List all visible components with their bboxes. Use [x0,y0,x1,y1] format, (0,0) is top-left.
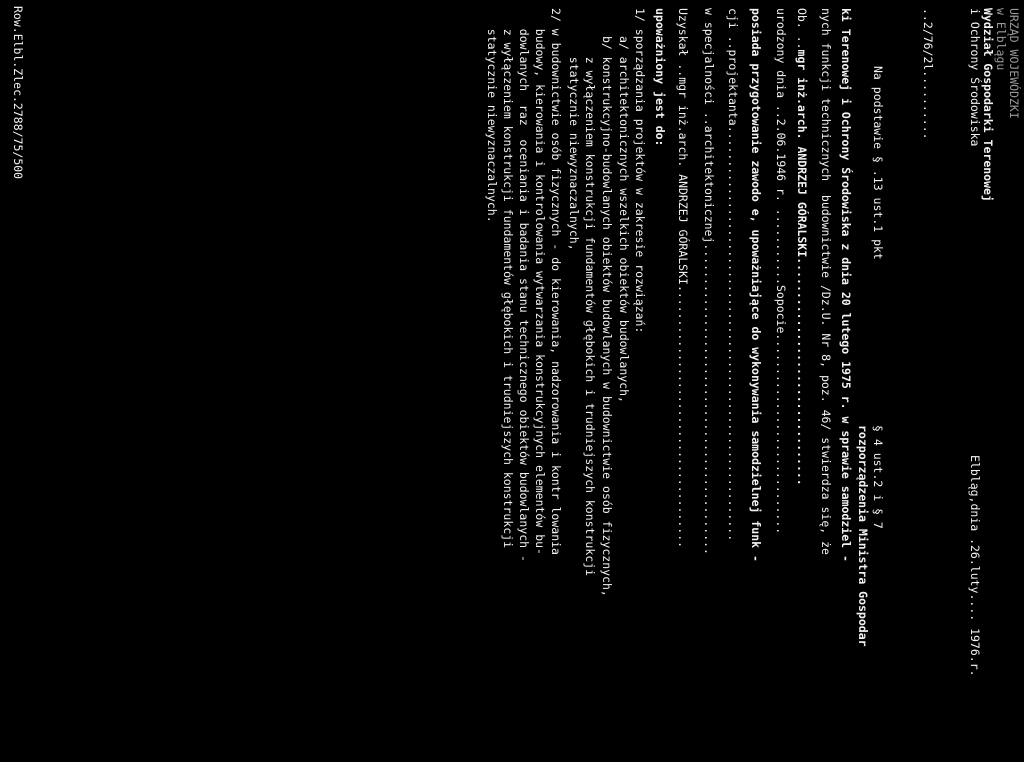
authorized-heading: upoważniony jest do: [653,8,667,147]
item-1b-cont-1: z wyłączeniem konstrukcji fundamentów głębokich i trudniejszych konstrukcji [583,36,597,577]
person-prefix: Ob. .. [795,8,809,50]
office-line-3: Wydział Gospodarki Terenowej [981,8,995,202]
person-name: mgr inż.arch. ANDRZEJ GÓRALSKI................................. [795,49,809,486]
place-date: Elbląg,dnia .26.luty.... 1976.r. [968,455,982,677]
item-1b: b/ konstrukcyjno-budowlanych obiektów budowlanych w budownictwie osób fizycznych, [600,36,614,597]
office-line-1: URZĄD WOJEWÓDZKI [1007,8,1021,119]
item-2-cont-4: statycznie niewyznaczalnych. [485,8,499,223]
print-code: Row.Elbl.Zlec.2788/75/500 [11,6,25,180]
item-2: 2/ w budownictwie osób fizycznych - do kierowania, nadzorowania i kontr lowania [549,8,563,555]
specialty-line: w specjalności ..architektonicznej............................................. [702,8,716,555]
holder-line: Uzyskał ..mgr inż.arch. ANDRZEJ GÓRALSKI...................................... [676,8,690,549]
regulation-title: rozporządzenia Ministra Gospodar [856,425,870,647]
office-line-2: w Elblągu [994,8,1008,71]
office-line-4: i Ochrony Środowiska [968,8,982,147]
item-2-cont-1: budowy, kierowania i kontrolowania wytwarzania konstrukcyjnych elementów bu- [533,8,547,555]
item-1b-cont-2: statycznie niewyznaczalnych, [567,36,581,251]
regulation-line-1: ki Terenowej i Ochrony Środowiska z dnia 20 lutego 1975 r. w sprawie samodziel - [839,8,853,562]
item-2-cont-3: z wyłączeniem konstrukcji fundamentów głębokich i trudniejszych konstrukcji [501,8,515,549]
legal-basis: Na podstawie § .13 ust.1 pkt [871,66,885,260]
legal-basis-paragraph: § 4 ust.2 i § 7 [871,425,885,529]
qualification-line: posiada przygotowanie zawodo e, upoważniające do wykonywania samodzielnej funk - [749,8,763,562]
item-1: 1/ sporządzania projektów w zakresie rozwiązań: [633,8,647,334]
person-line [794,8,808,486]
case-number: ..2/76/2l.......... [921,8,935,140]
item-1a: a/ architektonicznych wszelkich obiektów budowlanych, [617,36,631,403]
role-line: cji ..projektanta............................................................ [726,8,740,542]
birth-line: urodzony dnia ..2.06.1946 r. ...........Sopocie............................. [774,8,788,535]
regulation-line-2: nych funkcji technicznych budownictwie /Dz.U. Nr 8, poz. 46/ stwierdza się, że [819,8,833,555]
item-2-cont-2: dowlanych raz oceniania i badania stanu technicznego obiektów budowlanych - [517,8,531,562]
